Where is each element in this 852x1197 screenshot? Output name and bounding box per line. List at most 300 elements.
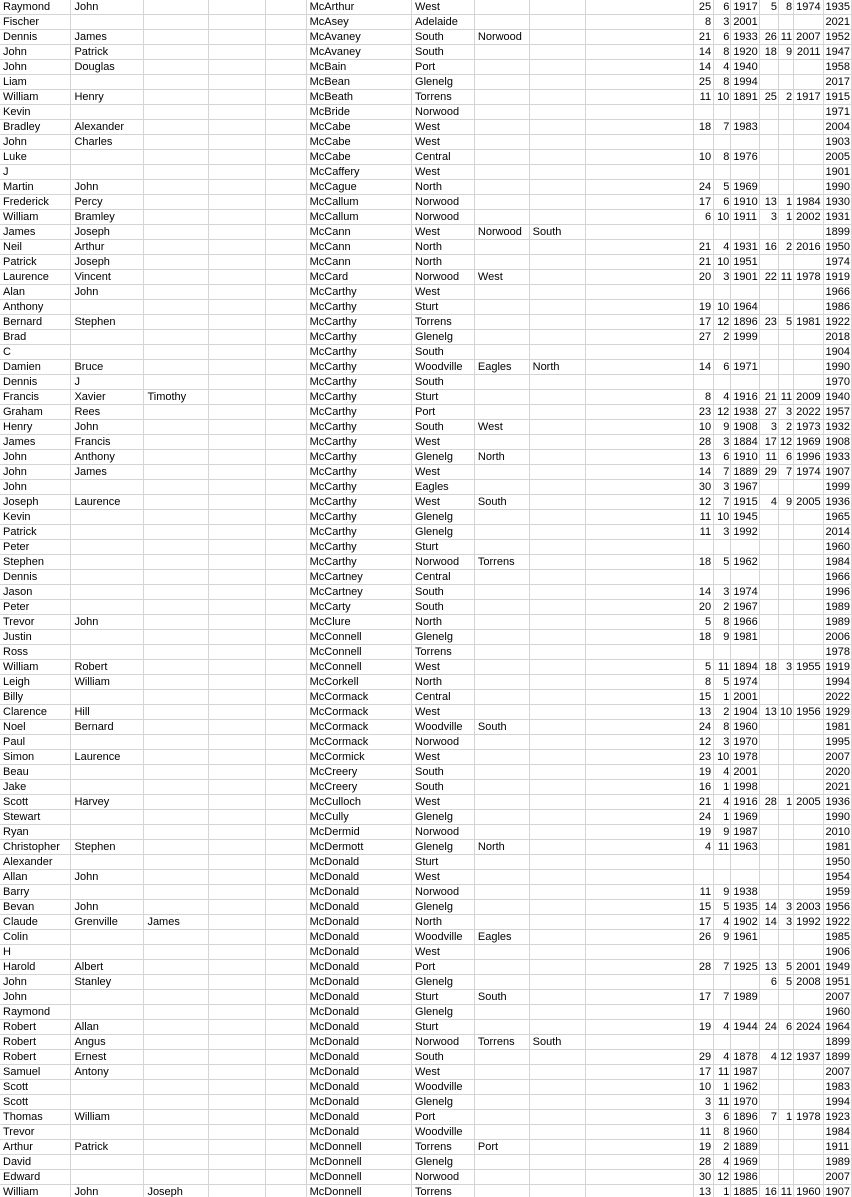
table-cell[interactable] (209, 195, 266, 210)
table-cell[interactable]: Glenelg (412, 75, 475, 90)
table-cell[interactable]: McAsey (306, 15, 411, 30)
table-cell[interactable]: Glenelg (412, 1095, 475, 1110)
table-cell[interactable] (266, 720, 307, 735)
table-cell[interactable] (144, 630, 209, 645)
table-cell[interactable]: 1970 (731, 735, 759, 750)
table-cell[interactable]: 6 (778, 1020, 793, 1035)
table-cell[interactable] (144, 315, 209, 330)
table-cell[interactable]: 23 (693, 405, 713, 420)
table-cell[interactable] (529, 105, 586, 120)
table-cell[interactable]: Brad (0, 330, 71, 345)
table-cell[interactable] (144, 270, 209, 285)
table-cell[interactable]: 2014 (823, 525, 851, 540)
table-cell[interactable]: Francis (0, 390, 71, 405)
table-cell[interactable]: Percy (71, 195, 144, 210)
table-cell[interactable]: McCarthy (306, 420, 411, 435)
table-cell[interactable]: 1901 (823, 165, 851, 180)
table-cell[interactable] (209, 915, 266, 930)
table-cell[interactable] (778, 120, 793, 135)
table-cell[interactable] (794, 255, 823, 270)
table-cell[interactable]: 3 (714, 480, 731, 495)
table-cell[interactable] (266, 435, 307, 450)
table-cell[interactable]: 5 (759, 0, 778, 15)
table-cell[interactable] (144, 540, 209, 555)
table-cell[interactable]: Port (412, 1110, 475, 1125)
table-cell[interactable]: Patrick (0, 525, 71, 540)
table-cell[interactable]: 8 (714, 150, 731, 165)
table-cell[interactable] (529, 945, 586, 960)
table-cell[interactable] (778, 630, 793, 645)
table-cell[interactable] (794, 630, 823, 645)
table-cell[interactable]: 1915 (823, 90, 851, 105)
table-cell[interactable]: Trevor (0, 1125, 71, 1140)
table-cell[interactable]: 1956 (794, 705, 823, 720)
table-cell[interactable]: 28 (759, 795, 778, 810)
table-cell[interactable]: Glenelg (412, 840, 475, 855)
table-cell[interactable]: Hill (71, 705, 144, 720)
table-cell[interactable]: 2007 (823, 990, 851, 1005)
table-cell[interactable] (586, 180, 693, 195)
table-cell[interactable]: 1969 (731, 180, 759, 195)
table-cell[interactable] (266, 795, 307, 810)
table-cell[interactable]: Noel (0, 720, 71, 735)
table-cell[interactable] (759, 225, 778, 240)
table-cell[interactable]: Bradley (0, 120, 71, 135)
table-cell[interactable] (209, 315, 266, 330)
table-cell[interactable]: John (0, 465, 71, 480)
table-cell[interactable] (529, 465, 586, 480)
table-cell[interactable]: Paul (0, 735, 71, 750)
table-cell[interactable] (759, 285, 778, 300)
table-cell[interactable] (759, 930, 778, 945)
table-cell[interactable]: 1891 (731, 90, 759, 105)
table-cell[interactable] (794, 570, 823, 585)
table-cell[interactable]: Graham (0, 405, 71, 420)
table-cell[interactable] (474, 630, 529, 645)
table-cell[interactable]: West (412, 465, 475, 480)
table-cell[interactable] (474, 750, 529, 765)
table-cell[interactable] (794, 750, 823, 765)
table-cell[interactable]: 21 (693, 795, 713, 810)
table-cell[interactable] (209, 285, 266, 300)
table-cell[interactable] (474, 135, 529, 150)
table-cell[interactable]: 1981 (823, 840, 851, 855)
table-cell[interactable]: James (0, 435, 71, 450)
table-cell[interactable] (586, 15, 693, 30)
table-cell[interactable] (144, 105, 209, 120)
table-cell[interactable] (529, 930, 586, 945)
table-cell[interactable]: Laurence (71, 750, 144, 765)
table-cell[interactable]: McDonald (306, 930, 411, 945)
table-cell[interactable] (144, 210, 209, 225)
table-cell[interactable]: McCarthy (306, 480, 411, 495)
table-cell[interactable] (266, 180, 307, 195)
table-cell[interactable] (586, 465, 693, 480)
table-cell[interactable]: 1916 (731, 390, 759, 405)
table-cell[interactable]: McDermott (306, 840, 411, 855)
table-cell[interactable]: Frederick (0, 195, 71, 210)
table-cell[interactable] (714, 345, 731, 360)
table-cell[interactable] (778, 750, 793, 765)
table-cell[interactable]: 1969 (731, 810, 759, 825)
table-cell[interactable] (759, 525, 778, 540)
table-cell[interactable]: 1899 (823, 1050, 851, 1065)
table-cell[interactable]: Billy (0, 690, 71, 705)
table-cell[interactable]: 1899 (823, 1035, 851, 1050)
table-cell[interactable] (144, 600, 209, 615)
table-cell[interactable] (586, 855, 693, 870)
table-cell[interactable] (794, 330, 823, 345)
table-cell[interactable] (794, 180, 823, 195)
table-cell[interactable] (266, 45, 307, 60)
table-cell[interactable]: 3 (714, 735, 731, 750)
table-cell[interactable]: 1992 (731, 525, 759, 540)
table-cell[interactable] (209, 1095, 266, 1110)
table-cell[interactable] (144, 705, 209, 720)
table-cell[interactable] (474, 165, 529, 180)
table-cell[interactable]: McBean (306, 75, 411, 90)
table-cell[interactable] (714, 540, 731, 555)
table-cell[interactable]: 5 (778, 960, 793, 975)
table-cell[interactable]: 1996 (823, 585, 851, 600)
table-cell[interactable]: 7 (778, 465, 793, 480)
table-cell[interactable] (529, 480, 586, 495)
table-cell[interactable] (266, 75, 307, 90)
table-cell[interactable] (759, 255, 778, 270)
table-cell[interactable]: 2005 (794, 795, 823, 810)
table-cell[interactable] (209, 825, 266, 840)
table-cell[interactable] (794, 810, 823, 825)
table-cell[interactable] (586, 840, 693, 855)
table-cell[interactable]: 7 (714, 960, 731, 975)
table-cell[interactable] (759, 510, 778, 525)
table-cell[interactable] (794, 1125, 823, 1140)
table-cell[interactable]: North (412, 255, 475, 270)
table-cell[interactable]: McCallum (306, 210, 411, 225)
table-cell[interactable] (586, 990, 693, 1005)
table-cell[interactable]: 29 (759, 465, 778, 480)
table-cell[interactable] (266, 315, 307, 330)
table-cell[interactable]: 1885 (731, 1185, 759, 1197)
table-cell[interactable] (266, 690, 307, 705)
table-cell[interactable] (71, 1005, 144, 1020)
table-cell[interactable] (778, 75, 793, 90)
table-cell[interactable]: 10 (714, 210, 731, 225)
table-cell[interactable] (693, 225, 713, 240)
table-cell[interactable] (266, 615, 307, 630)
table-cell[interactable] (778, 360, 793, 375)
table-cell[interactable] (266, 450, 307, 465)
table-cell[interactable] (71, 885, 144, 900)
table-cell[interactable] (209, 105, 266, 120)
table-cell[interactable]: 1974 (731, 675, 759, 690)
table-cell[interactable] (144, 165, 209, 180)
table-cell[interactable]: 15 (693, 900, 713, 915)
table-cell[interactable] (71, 855, 144, 870)
table-cell[interactable]: South (412, 585, 475, 600)
table-cell[interactable]: Samuel (0, 1065, 71, 1080)
table-cell[interactable] (474, 660, 529, 675)
table-cell[interactable]: Glenelg (412, 900, 475, 915)
table-cell[interactable] (794, 885, 823, 900)
table-cell[interactable]: 12 (693, 495, 713, 510)
table-cell[interactable] (778, 675, 793, 690)
table-cell[interactable]: 1978 (794, 270, 823, 285)
table-cell[interactable] (731, 1005, 759, 1020)
table-cell[interactable]: Glenelg (412, 1005, 475, 1020)
table-cell[interactable] (209, 375, 266, 390)
table-cell[interactable]: McCorkell (306, 675, 411, 690)
table-cell[interactable]: McCabe (306, 135, 411, 150)
table-cell[interactable] (778, 555, 793, 570)
table-cell[interactable]: Clarence (0, 705, 71, 720)
table-cell[interactable] (586, 195, 693, 210)
table-cell[interactable] (144, 660, 209, 675)
table-cell[interactable] (209, 600, 266, 615)
table-cell[interactable] (794, 540, 823, 555)
table-cell[interactable] (529, 1050, 586, 1065)
table-cell[interactable]: 1990 (823, 180, 851, 195)
table-cell[interactable] (794, 135, 823, 150)
table-cell[interactable]: 11 (778, 390, 793, 405)
table-cell[interactable] (266, 990, 307, 1005)
table-cell[interactable] (529, 825, 586, 840)
table-cell[interactable] (266, 945, 307, 960)
table-cell[interactable]: South (529, 225, 586, 240)
table-cell[interactable]: 1969 (731, 1155, 759, 1170)
table-cell[interactable] (144, 150, 209, 165)
table-cell[interactable]: 3 (714, 15, 731, 30)
table-cell[interactable] (759, 1035, 778, 1050)
table-cell[interactable] (144, 75, 209, 90)
table-cell[interactable] (794, 1005, 823, 1020)
table-cell[interactable] (209, 360, 266, 375)
table-cell[interactable]: 13 (759, 960, 778, 975)
table-cell[interactable] (586, 735, 693, 750)
table-cell[interactable]: McCarthy (306, 495, 411, 510)
table-cell[interactable]: South (412, 1050, 475, 1065)
table-cell[interactable]: McCaffery (306, 165, 411, 180)
table-cell[interactable]: William (71, 1110, 144, 1125)
table-cell[interactable]: Central (412, 690, 475, 705)
table-cell[interactable] (586, 420, 693, 435)
table-cell[interactable]: 8 (693, 675, 713, 690)
table-cell[interactable] (759, 1140, 778, 1155)
table-cell[interactable] (778, 345, 793, 360)
table-cell[interactable] (71, 1170, 144, 1185)
table-cell[interactable] (474, 75, 529, 90)
table-cell[interactable]: 11 (714, 1065, 731, 1080)
table-cell[interactable]: 1884 (731, 435, 759, 450)
table-cell[interactable]: Adelaide (412, 15, 475, 30)
table-cell[interactable] (71, 600, 144, 615)
table-cell[interactable] (209, 630, 266, 645)
table-cell[interactable]: 10 (714, 90, 731, 105)
table-cell[interactable] (209, 540, 266, 555)
table-cell[interactable]: 2016 (794, 240, 823, 255)
table-cell[interactable] (266, 90, 307, 105)
table-cell[interactable] (474, 1020, 529, 1035)
table-cell[interactable]: 6 (693, 210, 713, 225)
table-cell[interactable] (778, 585, 793, 600)
table-cell[interactable] (474, 1080, 529, 1095)
table-cell[interactable]: 1994 (823, 1095, 851, 1110)
table-cell[interactable] (266, 570, 307, 585)
table-cell[interactable]: 1989 (731, 990, 759, 1005)
table-cell[interactable]: Jason (0, 585, 71, 600)
table-cell[interactable]: 6 (714, 1110, 731, 1125)
table-cell[interactable] (474, 90, 529, 105)
table-cell[interactable]: William (0, 90, 71, 105)
table-cell[interactable] (144, 345, 209, 360)
table-cell[interactable] (144, 825, 209, 840)
table-cell[interactable]: 2018 (823, 330, 851, 345)
table-cell[interactable]: 1983 (823, 1080, 851, 1095)
table-cell[interactable] (586, 750, 693, 765)
table-cell[interactable]: 23 (693, 750, 713, 765)
table-cell[interactable] (778, 225, 793, 240)
table-cell[interactable]: 1938 (731, 405, 759, 420)
table-cell[interactable]: 1950 (823, 240, 851, 255)
table-cell[interactable]: Charles (71, 135, 144, 150)
table-cell[interactable] (778, 375, 793, 390)
table-cell[interactable]: 3 (714, 270, 731, 285)
table-cell[interactable] (474, 885, 529, 900)
table-cell[interactable]: West (412, 435, 475, 450)
table-cell[interactable] (714, 375, 731, 390)
table-cell[interactable] (209, 30, 266, 45)
table-cell[interactable] (529, 1110, 586, 1125)
table-cell[interactable] (794, 645, 823, 660)
table-cell[interactable]: 7 (759, 1110, 778, 1125)
table-cell[interactable] (693, 870, 713, 885)
table-cell[interactable] (71, 645, 144, 660)
table-cell[interactable]: McDonald (306, 1050, 411, 1065)
table-cell[interactable]: 10 (693, 420, 713, 435)
table-cell[interactable] (266, 165, 307, 180)
table-cell[interactable] (144, 135, 209, 150)
table-cell[interactable]: 11 (693, 885, 713, 900)
table-cell[interactable]: 26 (693, 930, 713, 945)
table-cell[interactable]: Dennis (0, 30, 71, 45)
table-cell[interactable]: South (412, 780, 475, 795)
table-cell[interactable] (693, 345, 713, 360)
table-cell[interactable] (474, 480, 529, 495)
table-cell[interactable] (144, 960, 209, 975)
table-cell[interactable] (794, 360, 823, 375)
table-cell[interactable] (586, 975, 693, 990)
table-cell[interactable]: 23 (759, 315, 778, 330)
table-cell[interactable]: 1970 (731, 1095, 759, 1110)
table-cell[interactable] (731, 570, 759, 585)
table-cell[interactable] (209, 465, 266, 480)
table-cell[interactable] (714, 1005, 731, 1020)
table-cell[interactable] (71, 825, 144, 840)
table-cell[interactable] (529, 195, 586, 210)
table-cell[interactable] (586, 1020, 693, 1035)
table-cell[interactable] (209, 765, 266, 780)
table-cell[interactable]: 21 (759, 390, 778, 405)
table-cell[interactable] (586, 1125, 693, 1140)
table-cell[interactable] (209, 510, 266, 525)
table-cell[interactable] (474, 195, 529, 210)
table-cell[interactable]: Norwood (412, 1170, 475, 1185)
table-cell[interactable]: Antony (71, 1065, 144, 1080)
table-cell[interactable]: Scott (0, 795, 71, 810)
table-cell[interactable] (71, 990, 144, 1005)
table-cell[interactable] (266, 465, 307, 480)
table-cell[interactable]: McCann (306, 255, 411, 270)
table-cell[interactable]: 1963 (731, 840, 759, 855)
table-cell[interactable] (474, 0, 529, 15)
table-cell[interactable]: Xavier (71, 390, 144, 405)
table-cell[interactable]: Kevin (0, 105, 71, 120)
table-cell[interactable] (529, 630, 586, 645)
table-cell[interactable] (71, 15, 144, 30)
table-cell[interactable]: 11 (778, 270, 793, 285)
table-cell[interactable]: 2022 (794, 405, 823, 420)
table-cell[interactable]: McDonald (306, 1110, 411, 1125)
table-cell[interactable]: McBeath (306, 90, 411, 105)
table-cell[interactable] (209, 810, 266, 825)
table-cell[interactable]: 1956 (823, 900, 851, 915)
table-cell[interactable] (586, 480, 693, 495)
table-cell[interactable]: 1965 (823, 510, 851, 525)
table-cell[interactable] (144, 1065, 209, 1080)
table-cell[interactable]: 2 (714, 600, 731, 615)
table-cell[interactable]: McCormick (306, 750, 411, 765)
table-cell[interactable]: Sturt (412, 855, 475, 870)
table-cell[interactable] (266, 1035, 307, 1050)
table-cell[interactable]: 1978 (794, 1110, 823, 1125)
table-cell[interactable] (693, 285, 713, 300)
table-cell[interactable] (586, 75, 693, 90)
table-cell[interactable] (586, 765, 693, 780)
table-cell[interactable] (71, 105, 144, 120)
table-cell[interactable] (266, 825, 307, 840)
table-cell[interactable] (794, 60, 823, 75)
table-cell[interactable]: 25 (759, 90, 778, 105)
table-cell[interactable]: 2009 (794, 390, 823, 405)
table-cell[interactable]: South (412, 345, 475, 360)
table-cell[interactable] (144, 675, 209, 690)
table-cell[interactable]: Eagles (474, 930, 529, 945)
table-cell[interactable] (266, 1080, 307, 1095)
table-cell[interactable] (266, 645, 307, 660)
table-cell[interactable] (714, 285, 731, 300)
table-cell[interactable]: 1901 (731, 270, 759, 285)
table-cell[interactable]: 8 (714, 720, 731, 735)
table-cell[interactable] (586, 360, 693, 375)
table-cell[interactable]: McCarthy (306, 510, 411, 525)
table-cell[interactable]: Stephen (71, 315, 144, 330)
table-cell[interactable]: John (71, 615, 144, 630)
table-cell[interactable]: 11 (693, 510, 713, 525)
table-cell[interactable] (778, 735, 793, 750)
table-cell[interactable] (209, 1185, 266, 1197)
table-cell[interactable]: 1 (714, 810, 731, 825)
table-cell[interactable] (714, 945, 731, 960)
table-cell[interactable]: 1904 (731, 705, 759, 720)
table-cell[interactable]: 12 (714, 1170, 731, 1185)
table-cell[interactable]: 2021 (823, 780, 851, 795)
table-cell[interactable] (759, 810, 778, 825)
table-cell[interactable]: McCarthy (306, 300, 411, 315)
table-cell[interactable]: 28 (693, 1155, 713, 1170)
table-cell[interactable] (529, 330, 586, 345)
table-cell[interactable]: 1902 (731, 915, 759, 930)
table-cell[interactable]: 20 (693, 270, 713, 285)
